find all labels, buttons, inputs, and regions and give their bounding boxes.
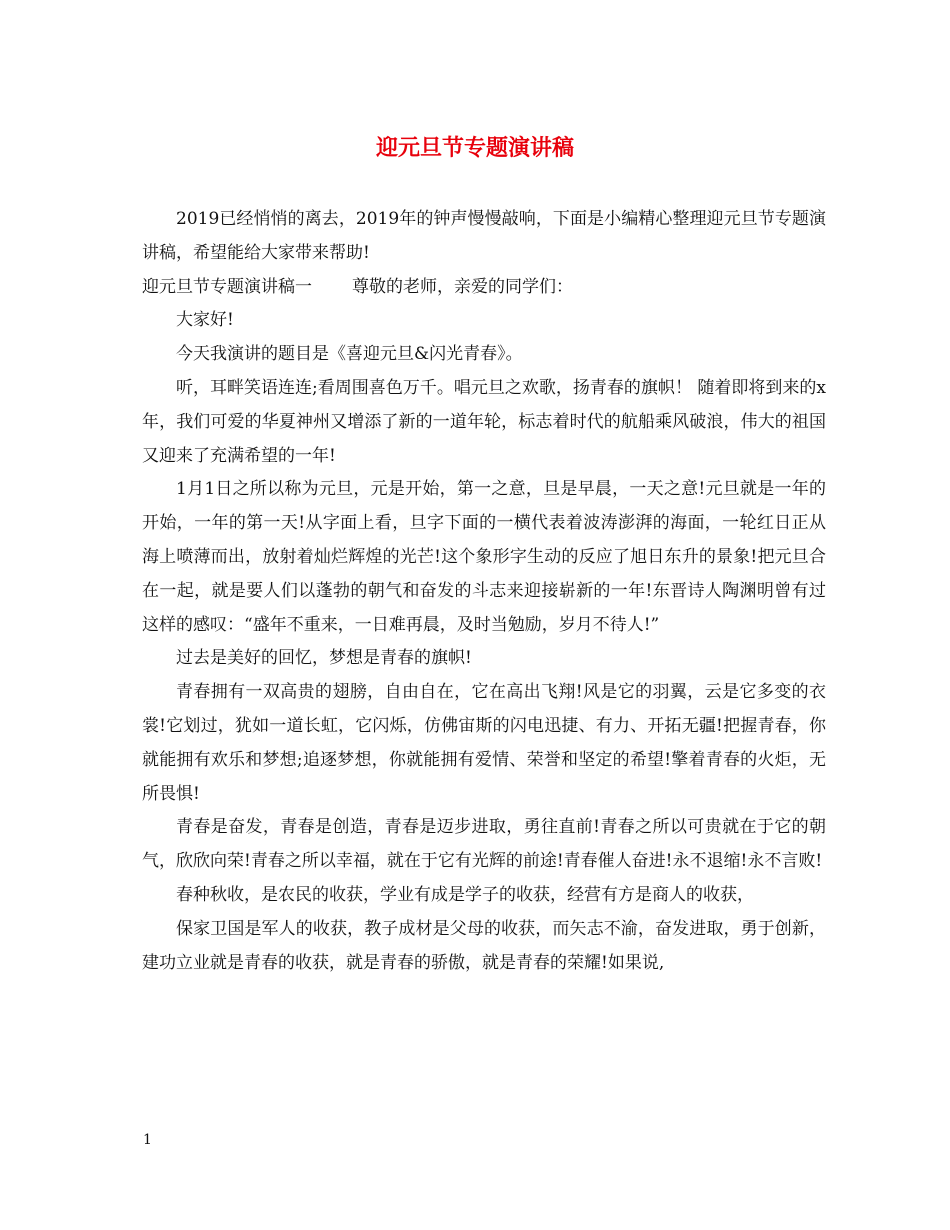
paragraph-7: 青春是奋发，青春是创造，青春是迈步进取，勇往直前!青春之所以可贵就在于它的朝气，欣欣向荣!青春之所以幸福，就在于它有光辉的前途!青春催人奋进!永不退缩!永不言败! — [142, 817, 826, 872]
paragraph-intro: 2019已经悄悄的离去，2019年的钟声慢慢敲响，下面是小编精心整理迎元旦节专题演讲稿，希望能给大家带来帮助! — [142, 209, 826, 263]
salutation: 尊敬的老师，亲爱的同学们： — [352, 276, 573, 297]
paragraph-8: 春种秋收，是农民的收获，学业有成是学子的收获，经营有方是商人的收获， — [176, 884, 754, 905]
paragraph-greeting: 大家好! — [176, 310, 234, 331]
section-heading-title: 迎元旦节专题演讲稿一 — [142, 276, 312, 297]
paragraph-3: 听，耳畔笑语连连;看周围喜色万千。唱元旦之欢歌，扬青春的旗帜！ 随着即将到来的x年，我们可爱的华夏神州又增添了新的一道年轮，标志着时代的航船乘风破浪，伟大的祖国又迎来了充满希望的一年! — [142, 377, 826, 466]
paragraph-5: 过去是美好的回忆，梦想是青春的旗帜! — [176, 648, 472, 669]
paragraph-topic: 今天我演讲的题目是《喜迎元旦&闪光青春》。 — [176, 344, 523, 365]
paragraph-6: 青春拥有一双高贵的翅膀，自由自在，它在高出飞翔!风是它的羽翼，云是它多变的衣裳!它划过，犹如一道长虹，它闪烁，仿佛宙斯的闪电迅捷、有力、开拓无疆!把握青春，你就能拥有欢乐和梦想;追逐梦想，你就能拥有爱情、荣誉和坚定的希望!擎着青春的火炬，无所畏惧! — [142, 682, 826, 804]
document-body — [142, 203, 826, 980]
document-title: 迎元旦节专题演讲稿 — [375, 135, 574, 161]
section-heading-line — [142, 271, 826, 305]
page-number: 1 — [143, 1132, 152, 1148]
paragraph-4: 1月1日之所以称为元旦，元是开始，第一之意，旦是早晨，一天之意!元旦就是一年的开始，一年的第一天!从字面上看，旦字下面的一横代表着波涛澎湃的海面，一轮红日正从海上喷薄而出，放射着灿烂辉煌的光芒!这个象形字生动的反应了旭日东升的景象!把元旦合在一起，就是要人们以蓬勃的朝气和奋发的斗志来迎接崭新的一年!东晋诗人陶渊明曾有过这样的感叹：“盛年不重来，一日难再晨，及时当勉励，岁月不待人!” — [142, 479, 826, 635]
paragraph-9: 保家卫国是军人的收获，教子成材是父母的收获，而矢志不渝，奋发进取，勇于创新，建功立业就是青春的收获，就是青春的骄傲，就是青春的荣耀!如果说, — [142, 918, 826, 973]
